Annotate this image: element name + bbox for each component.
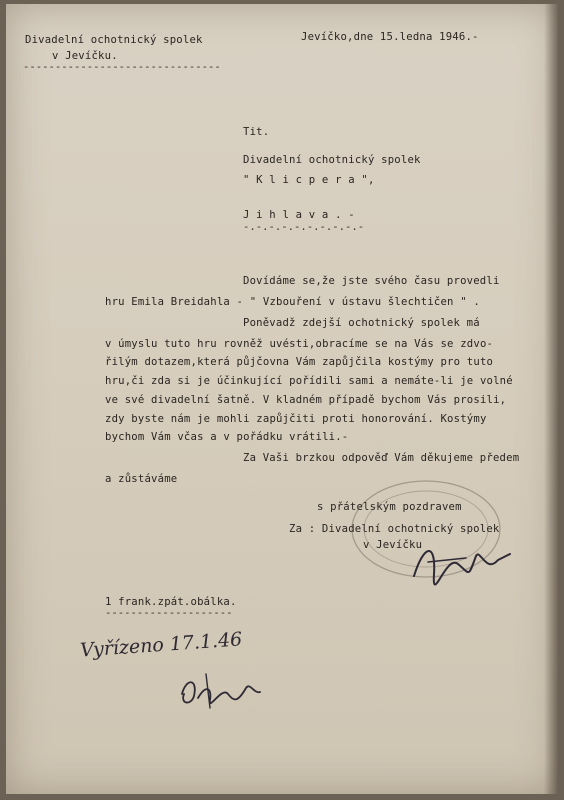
salutation: Tit. bbox=[243, 126, 270, 138]
body-line: zdy byste nám je mohli zapůjčiti proti honorování. Kostýmy bbox=[105, 413, 487, 425]
sender-line-1: Divadelní ochotnický spolek bbox=[25, 34, 203, 46]
page-edge-shadow bbox=[544, 4, 558, 794]
body-line: hru,či zda si je účinkující pořídili sami a nemáte-li je volné bbox=[105, 375, 513, 387]
body-line: Poněvadž zdejší ochotnický spolek má bbox=[243, 317, 480, 329]
body-line: ve své divadelní šatně. V kladném případě bychom Vás prosili, bbox=[105, 394, 507, 406]
recipient-org: Divadelní ochotnický spolek bbox=[243, 154, 421, 166]
closing-for-line: Za : Divadelní ochotnický spolek bbox=[289, 523, 500, 535]
handwritten-signature bbox=[176, 664, 266, 719]
closing-place: v Jevíčku bbox=[363, 539, 423, 551]
recipient-city-underline: -.-.-.-.-.-.-.-.-.- bbox=[243, 221, 365, 233]
signature bbox=[406, 534, 516, 594]
enclosure-note: 1 frank.zpát.obálka. bbox=[105, 596, 237, 608]
body-line: Za Vaši brzkou odpověď Vám děkujeme předem bbox=[243, 452, 520, 464]
body-line: řilým dotazem,která půjčovna Vám zapůjčila kostýmy pro tuto bbox=[105, 356, 494, 368]
body-line: Dovídáme se,že jste svého času provedli bbox=[243, 275, 500, 287]
letter-date: Jevíčko,dne 15.ledna 1946.- bbox=[301, 31, 479, 43]
sender-line-2: v Jevíčku. bbox=[52, 50, 118, 62]
handwritten-note: Vyřízeno 17.1.46 bbox=[79, 628, 243, 662]
sender-underline: ------------------------------- bbox=[23, 61, 221, 73]
body-line: hru Emila Breidahla - " Vzbouření v ústavu šlechtičen " . bbox=[105, 296, 480, 308]
body-line: bychom Vám včas a v pořádku vrátili.- bbox=[105, 431, 349, 443]
letter-page bbox=[6, 4, 558, 794]
closing-greeting: s přátelským pozdravem bbox=[317, 501, 462, 513]
body-line: v úmyslu tuto hru rovněž uvésti,obracíme se na Vás se zdvo- bbox=[105, 338, 494, 350]
body-line: a zůstáváme bbox=[105, 473, 178, 485]
recipient-city: J i h l a v a . - bbox=[243, 209, 355, 221]
enclosure-underline: -------------------- bbox=[105, 607, 233, 619]
recipient-name: " K l i c p e r a ", bbox=[243, 174, 375, 186]
